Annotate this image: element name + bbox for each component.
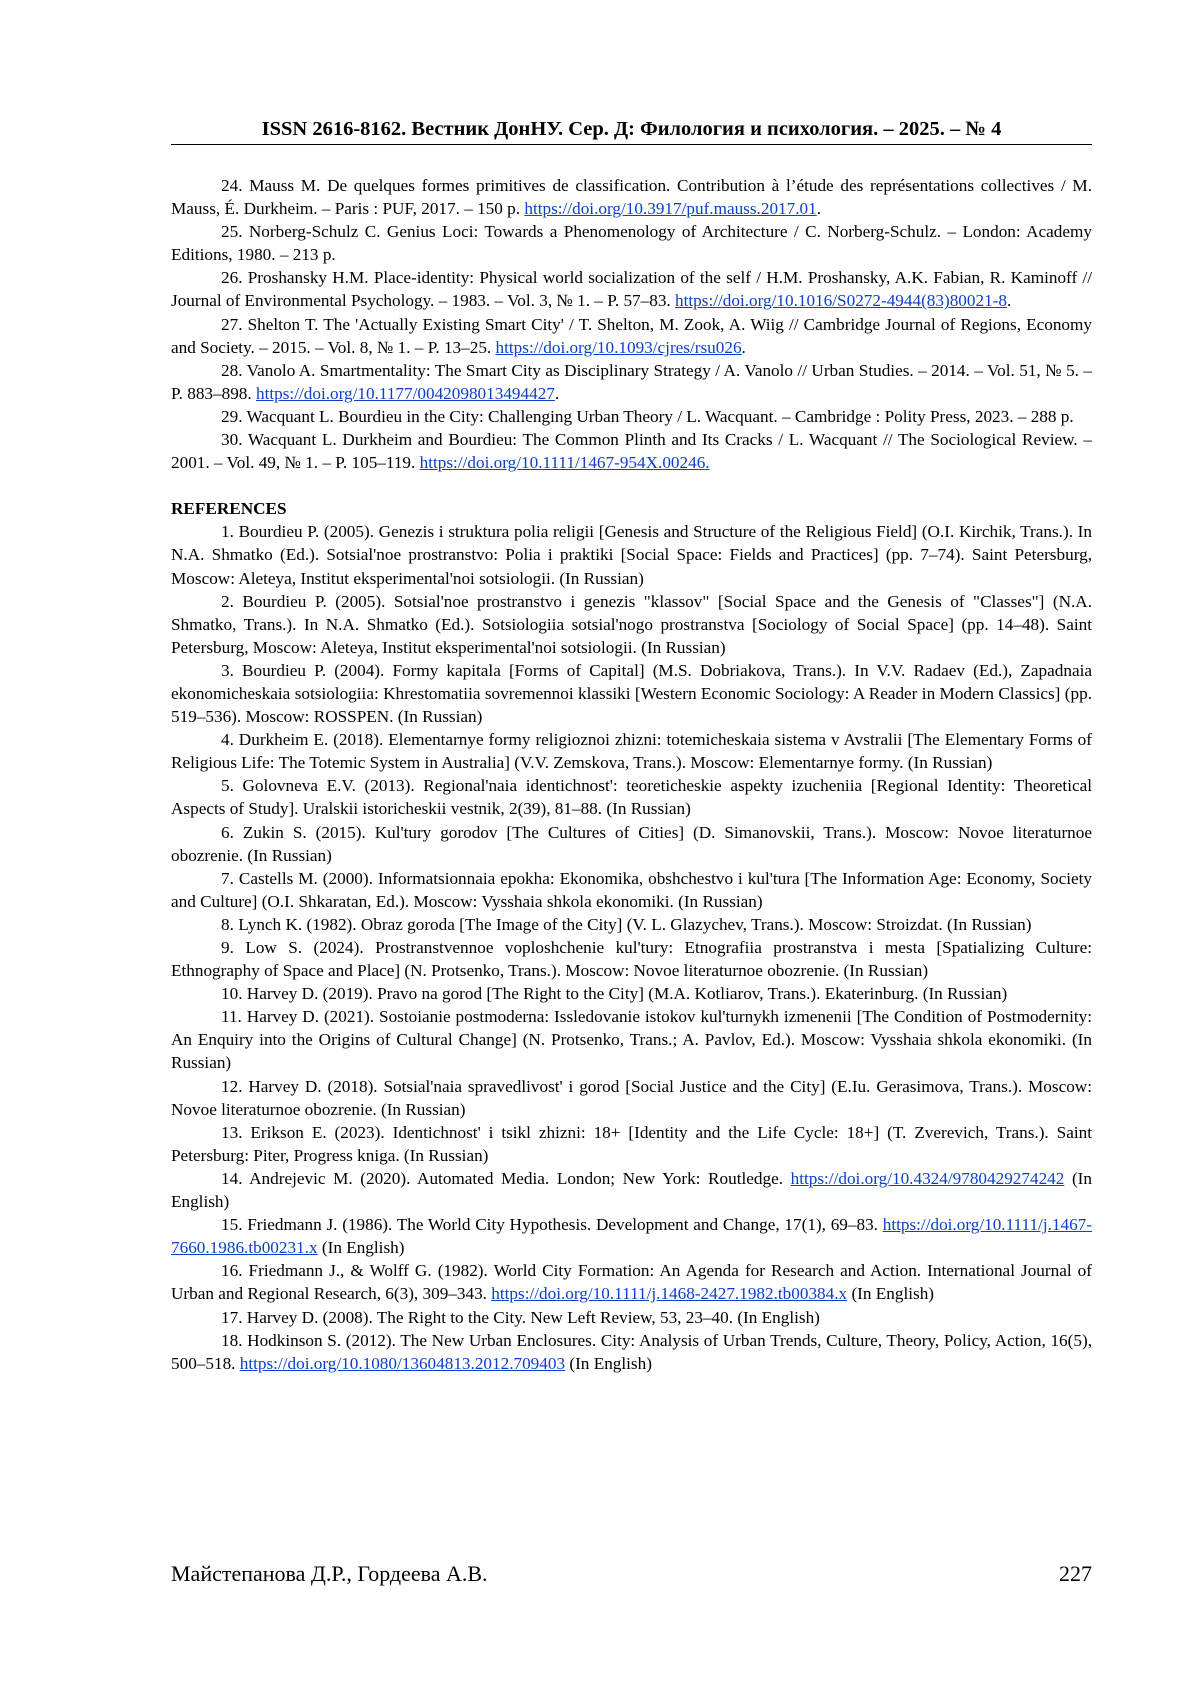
reference-entry xyxy=(171,821,1092,867)
doi-link[interactable]: https://doi.org/10.3917/puf.mauss.2017.01 xyxy=(524,199,817,219)
reference-entry xyxy=(171,728,1092,774)
bibliography-entry-text: 24. Mauss M. De quelques formes primitives de classification. Contribution à l’étude des représentations collectives / M. Mauss, É. Durkheim. – Paris : PUF, 2017. – 150 p. xyxy=(171,176,1092,219)
reference-entry xyxy=(171,913,1092,936)
reference-entry-suffix: (In English) xyxy=(565,1353,652,1373)
reference-entry-suffix: (In English) xyxy=(847,1284,935,1304)
doi-link[interactable]: https://doi.org/10.1080/13604813.2012.709403 xyxy=(239,1353,566,1373)
reference-entry xyxy=(171,1167,1092,1213)
reference-entry xyxy=(171,774,1092,820)
section-gap xyxy=(171,474,1092,497)
reference-entry xyxy=(171,520,1092,589)
reference-entry-text: 14. Andrejevic M. (2020). Automated Media. London; New York: Routledge. xyxy=(221,1168,791,1188)
reference-entry xyxy=(171,1259,1092,1305)
references-list xyxy=(171,520,1092,1374)
reference-entry-text: 1. Bourdieu P. (2005). Genezis i struktura polia religii [Genesis and Structure of the Religious Field] (O.I. Kirchik, Trans.). In N.A. Shmatko (Ed.). Sotsial'noe prostranstvo: Polia i praktiki [Social Space: Fields and Practices] (pp. 7–74). Saint Petersburg, Moscow: Aleteya, Institut eksperimental'noi sotsiologii. (In Russian) xyxy=(171,522,1092,588)
bibliography-entry-text: 30. Wacquant L. Durkheim and Bourdieu: The Common Plinth and Its Cracks / L. Wacquant // The Sociological Review. – 2001. – Vol. 49, № 1. – P. 105–119. xyxy=(171,430,1092,473)
reference-entry-text: 7. Castells M. (2000). Informatsionnaia epokha: Ekonomika, obshchestvo i kul'tura [The Information Age: Economy, Society and Culture] (O.I. Shkaratan, Ed.). Moscow: Vysshaia shkola ekonomiki. (In Russian) xyxy=(171,868,1092,911)
reference-entry-text: 2. Bourdieu P. (2005). Sotsial'noe prostranstvo i genezis "klassov" [Social Space and the Genesis of "Classes"] (N.A. Shmatko, Trans.). In N.A. Shmatko (Ed.). Sotsiologiia sotsial'nogo prostranstva [Sociology of Social Space] (pp. 14–48). Saint Petersburg, Moscow: Aleteya, Institut eksperimental'noi sotsiologii. (In Russian) xyxy=(171,591,1092,657)
bibliography-entry xyxy=(171,313,1092,359)
reference-entry xyxy=(171,1306,1092,1329)
reference-entry-text: 15. Friedmann J. (1986). The World City Hypothesis. Development and Change, 17(1), 69–83. xyxy=(221,1215,883,1235)
bibliography-entry xyxy=(171,428,1092,474)
page-number: 227 xyxy=(1059,1561,1092,1586)
reference-entry xyxy=(171,1213,1092,1259)
reference-entry-text: 8. Lynch K. (1982). Obraz goroda [The Image of the City] (V. L. Glazychev, Trans.). Moscow: Stroizdat. (In Russian) xyxy=(221,914,1032,934)
bibliography-entry-suffix: . xyxy=(741,337,746,357)
references-heading: REFERENCES xyxy=(171,499,287,519)
bibliography-entry xyxy=(171,266,1092,312)
reference-entry xyxy=(171,1329,1092,1375)
doi-link[interactable]: https://doi.org/10.4324/9780429274242 xyxy=(790,1168,1065,1188)
reference-entry-text: 6. Zukin S. (2015). Kul'tury gorodov [The Cultures of Cities] (D. Simanovskii, Trans.). Moscow: Novoe literaturnoe obozrenie. (In Russian) xyxy=(171,822,1092,865)
bibliography-entry xyxy=(171,174,1092,220)
bibliography-entry-text: 26. Proshansky H.M. Place-identity: Physical world socialization of the self / H.M. Proshansky, A.K. Fabian, R. Kaminoff // Journal of Environmental Psychology. – 1983. – Vol. 3, № 1. – P. 57–83. xyxy=(171,268,1092,311)
reference-entry xyxy=(171,982,1092,1005)
reference-entry-text: 13. Erikson E. (2023). Identichnost' i tsikl zhizni: 18+ [Identity and the Life Cycle: 18+] (T. Zverevich, Trans.). Saint Petersburg: Piter, Progress kniga. (In Russian) xyxy=(171,1122,1092,1165)
bibliography-entry-suffix: . xyxy=(1007,291,1012,311)
reference-entry xyxy=(171,659,1092,728)
reference-entry xyxy=(171,590,1092,659)
bibliography-entry-suffix: . xyxy=(816,199,822,219)
bibliography-entry xyxy=(171,220,1092,266)
bibliography-entry-text: 27. Shelton T. The 'Actually Existing Smart City' / T. Shelton, M. Zook, A. Wiig // Cambridge Journal of Regions, Economy and Society. – 2015. – Vol. 8, № 1. – P. 13–25. xyxy=(171,314,1092,357)
reference-entry-text: 5. Golovneva E.V. (2013). Regional'naia identichnost': teoreticheskie aspekty izucheniia [Regional Identity: Theoretical Aspects of Study]. Uralskii istoricheskii vestnik, 2(39), 81–88. (In Russian) xyxy=(171,776,1092,819)
page-body xyxy=(171,174,1092,1375)
reference-entry-text: 12. Harvey D. (2018). Sotsial'naia spravedlivost' i gorod [Social Justice and the City] (E.Iu. Gerasimova, Trans.). Moscow: Novoe literaturnoe obozrenie. (In Russian) xyxy=(171,1076,1092,1119)
doi-link[interactable]: https://doi.org/10.1111/1467-954X.00246. xyxy=(419,453,710,473)
reference-entry xyxy=(171,1075,1092,1121)
bibliography-entry-text: 29. Wacquant L. Bourdieu in the City: Challenging Urban Theory / L. Wacquant. – Cambridge : Polity Press, 2023. – 288 p. xyxy=(221,406,1074,426)
reference-entry-text: 3. Bourdieu P. (2004). Formy kapitala [Forms of Capital] (M.S. Dobriakova, Trans.). In V.V. Radaev (Ed.), Zapadnaia ekonomicheskaia sotsiologiia: Khrestomatiia sovremennoi klassiki [Western Economic Sociology: A Reader in Modern Classics] (pp. 519–536). Moscow: ROSSPEN. (In Russian) xyxy=(171,660,1092,727)
reference-entry-text: 18. Hodkinson S. (2012). The New Urban Enclosures. City: Analysis of Urban Trends, Culture, Theory, Policy, Action, 16(5), 500–518. xyxy=(171,1330,1092,1373)
reference-entry-suffix: (In English) xyxy=(171,1168,1093,1212)
footer-authors: Майстепанова Д.Р., Гордеева А.В. xyxy=(171,1561,488,1586)
journal-header: ISSN 2616-8162. Вестник ДонНУ. Сер. Д: Филология и психология. – 2025. – № 4 xyxy=(171,116,1092,145)
doi-link[interactable]: https://doi.org/10.1111/j.1468-2427.1982.tb00384.x xyxy=(491,1284,848,1304)
reference-entry xyxy=(171,867,1092,913)
reference-entry-text: 16. Friedmann J., & Wolff G. (1982). World City Formation: An Agenda for Research and Action. International Journal of Urban and Regional Research, 6(3), 309–343. xyxy=(171,1261,1092,1304)
doi-link[interactable]: https://doi.org/10.1016/S0272-4944(83)80021-8 xyxy=(675,291,1007,311)
doi-link[interactable]: https://doi.org/10.1111/j.1467-7660.1986.tb00231.x xyxy=(171,1215,1092,1258)
bibliography-entry xyxy=(171,405,1092,428)
reference-entry-text: 4. Durkheim E. (2018). Elementarnye formy religioznoi zhizni: totemicheskaia sistema v Avstralii [The Elementary Forms of Religious Life: The Totemic System in Australia] (V.V. Zemskova, Trans.). Moscow: Elementarnye formy. (In Russian) xyxy=(171,730,1092,773)
bibliography-list xyxy=(171,174,1092,474)
reference-entry-text: 17. Harvey D. (2008). The Right to the City. New Left Review, 53, 23–40. (In English) xyxy=(221,1307,820,1327)
doi-link[interactable]: https://doi.org/10.1093/cjres/rsu026 xyxy=(495,337,742,357)
bibliography-entry-text: 28. Vanolo A. Smartmentality: The Smart City as Disciplinary Strategy / A. Vanolo // Urban Studies. – 2014. – Vol. 51, № 5. – P. 883–898. xyxy=(171,360,1092,403)
bibliography-entry-suffix: . xyxy=(554,383,560,403)
reference-entry xyxy=(171,1005,1092,1074)
reference-entry-text: 9. Low S. (2024). Prostranstvennoe voploshchenie kul'tury: Etnografiia prostranstva i mesta [Spatializing Culture: Ethnography of Space and Place] (N. Protsenko, Trans.). Moscow: Novoe literaturnoe obozrenie. (In Russian) xyxy=(171,938,1092,981)
reference-entry-suffix: (In English) xyxy=(317,1238,405,1258)
reference-entry xyxy=(171,1121,1092,1167)
bibliography-entry-text: 25. Norberg-Schulz C. Genius Loci: Towards a Phenomenology of Architecture / C. Norberg-Schulz. – London: Academy Editions, 1980. – 213 p. xyxy=(171,222,1092,265)
reference-entry-text: 10. Harvey D. (2019). Pravo na gorod [The Right to the City] (M.A. Kotliarov, Trans.). Ekaterinburg. (In Russian) xyxy=(221,984,1008,1004)
reference-entry xyxy=(171,936,1092,982)
reference-entry-text: 11. Harvey D. (2021). Sostoianie postmoderna: Issledovanie istokov kul'turnykh izmenenii [The Condition of Postmodernity: An Enquiry into the Origins of Cultural Change] (N. Protsenko, Trans.; A. Pavlov, Ed.). Moscow: Vysshaia shkola ekonomiki. (In Russian) xyxy=(171,1007,1092,1073)
doi-link[interactable]: https://doi.org/10.1177/0042098013494427 xyxy=(256,383,555,403)
bibliography-entry xyxy=(171,359,1092,405)
